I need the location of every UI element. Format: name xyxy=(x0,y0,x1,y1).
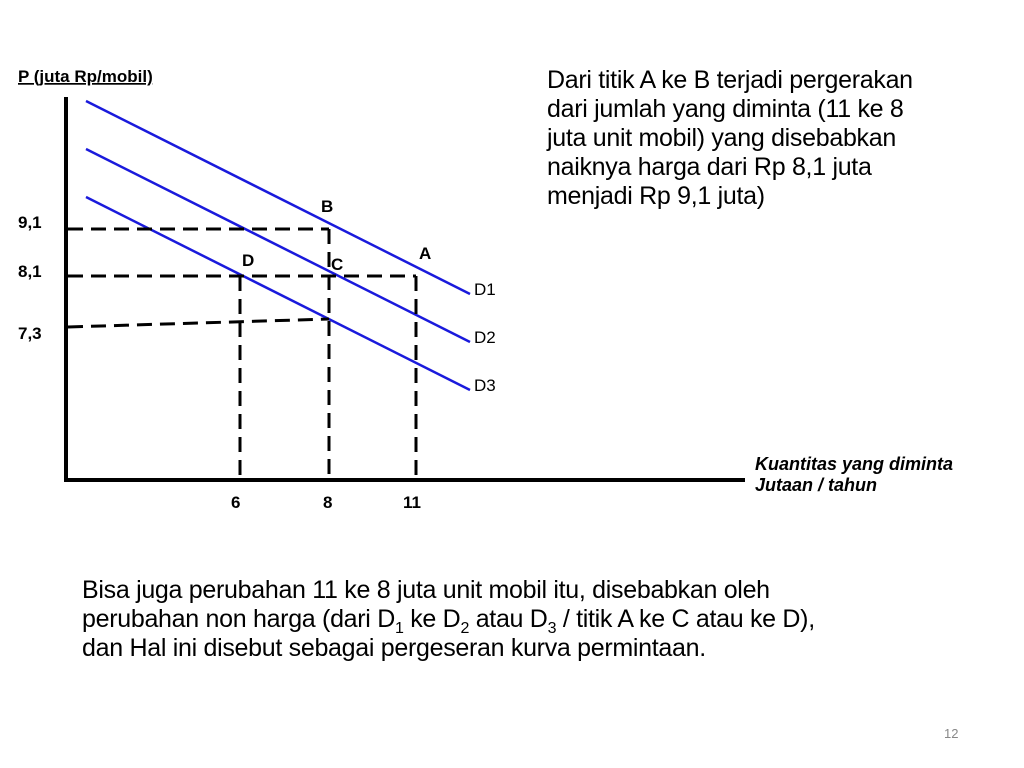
note-line: menjadi Rp 9,1 juta) xyxy=(547,182,765,210)
explanation-note xyxy=(547,66,987,211)
subscript: 1 xyxy=(394,620,404,637)
y-tick-label: 9,1 xyxy=(18,213,42,232)
note-line: juta unit mobil) yang disebabkan xyxy=(547,124,896,152)
guide-price-7-3 xyxy=(68,319,329,327)
shift-explanation xyxy=(82,576,962,663)
x-axis-title-line2: Jutaan / tahun xyxy=(755,475,878,495)
point-label-b: B xyxy=(321,197,334,216)
shift-line-2 xyxy=(82,605,962,637)
x-axis-title-line1: Kuantitas yang diminta xyxy=(755,454,954,474)
shift-text: ke D xyxy=(403,605,461,633)
shift-line-3: dan Hal ini disebut sebagai pergeseran kurva permintaan. xyxy=(82,634,706,662)
note-line: dari jumlah yang diminta (11 ke 8 xyxy=(547,95,904,123)
shift-text: perubahan non harga (dari D xyxy=(82,605,395,633)
y-tick-label: 7,3 xyxy=(18,324,42,343)
x-tick-label: 6 xyxy=(231,493,241,512)
point-label-d: D xyxy=(242,251,255,270)
shift-text: atau D xyxy=(469,605,548,633)
x-tick-label: 8 xyxy=(323,493,333,512)
y-tick-label: 8,1 xyxy=(18,262,42,281)
shift-text: / titik A ke C atau ke D), xyxy=(556,605,815,633)
point-label-c: C xyxy=(331,255,344,274)
note-line: naiknya harga dari Rp 8,1 juta xyxy=(547,153,872,181)
demand-curve-d3 xyxy=(86,197,470,390)
curve-label-d1: D1 xyxy=(474,280,496,299)
subscript: 3 xyxy=(547,620,557,637)
curve-label-d2: D2 xyxy=(474,328,496,347)
y-axis-title: P (juta Rp/mobil) xyxy=(18,67,153,86)
subscript: 2 xyxy=(460,620,470,637)
point-label-a: A xyxy=(419,244,432,263)
demand-curve-d2 xyxy=(86,149,470,342)
x-tick-label: 11 xyxy=(403,493,421,512)
curve-label-d3: D3 xyxy=(474,376,496,395)
note-line: Dari titik A ke B terjadi pergerakan xyxy=(547,66,913,94)
shift-line-1: Bisa juga perubahan 11 ke 8 juta unit mobil itu, disebabkan oleh xyxy=(82,576,770,604)
slide-number: 12 xyxy=(944,726,959,741)
demand-curve-d1 xyxy=(86,101,470,294)
